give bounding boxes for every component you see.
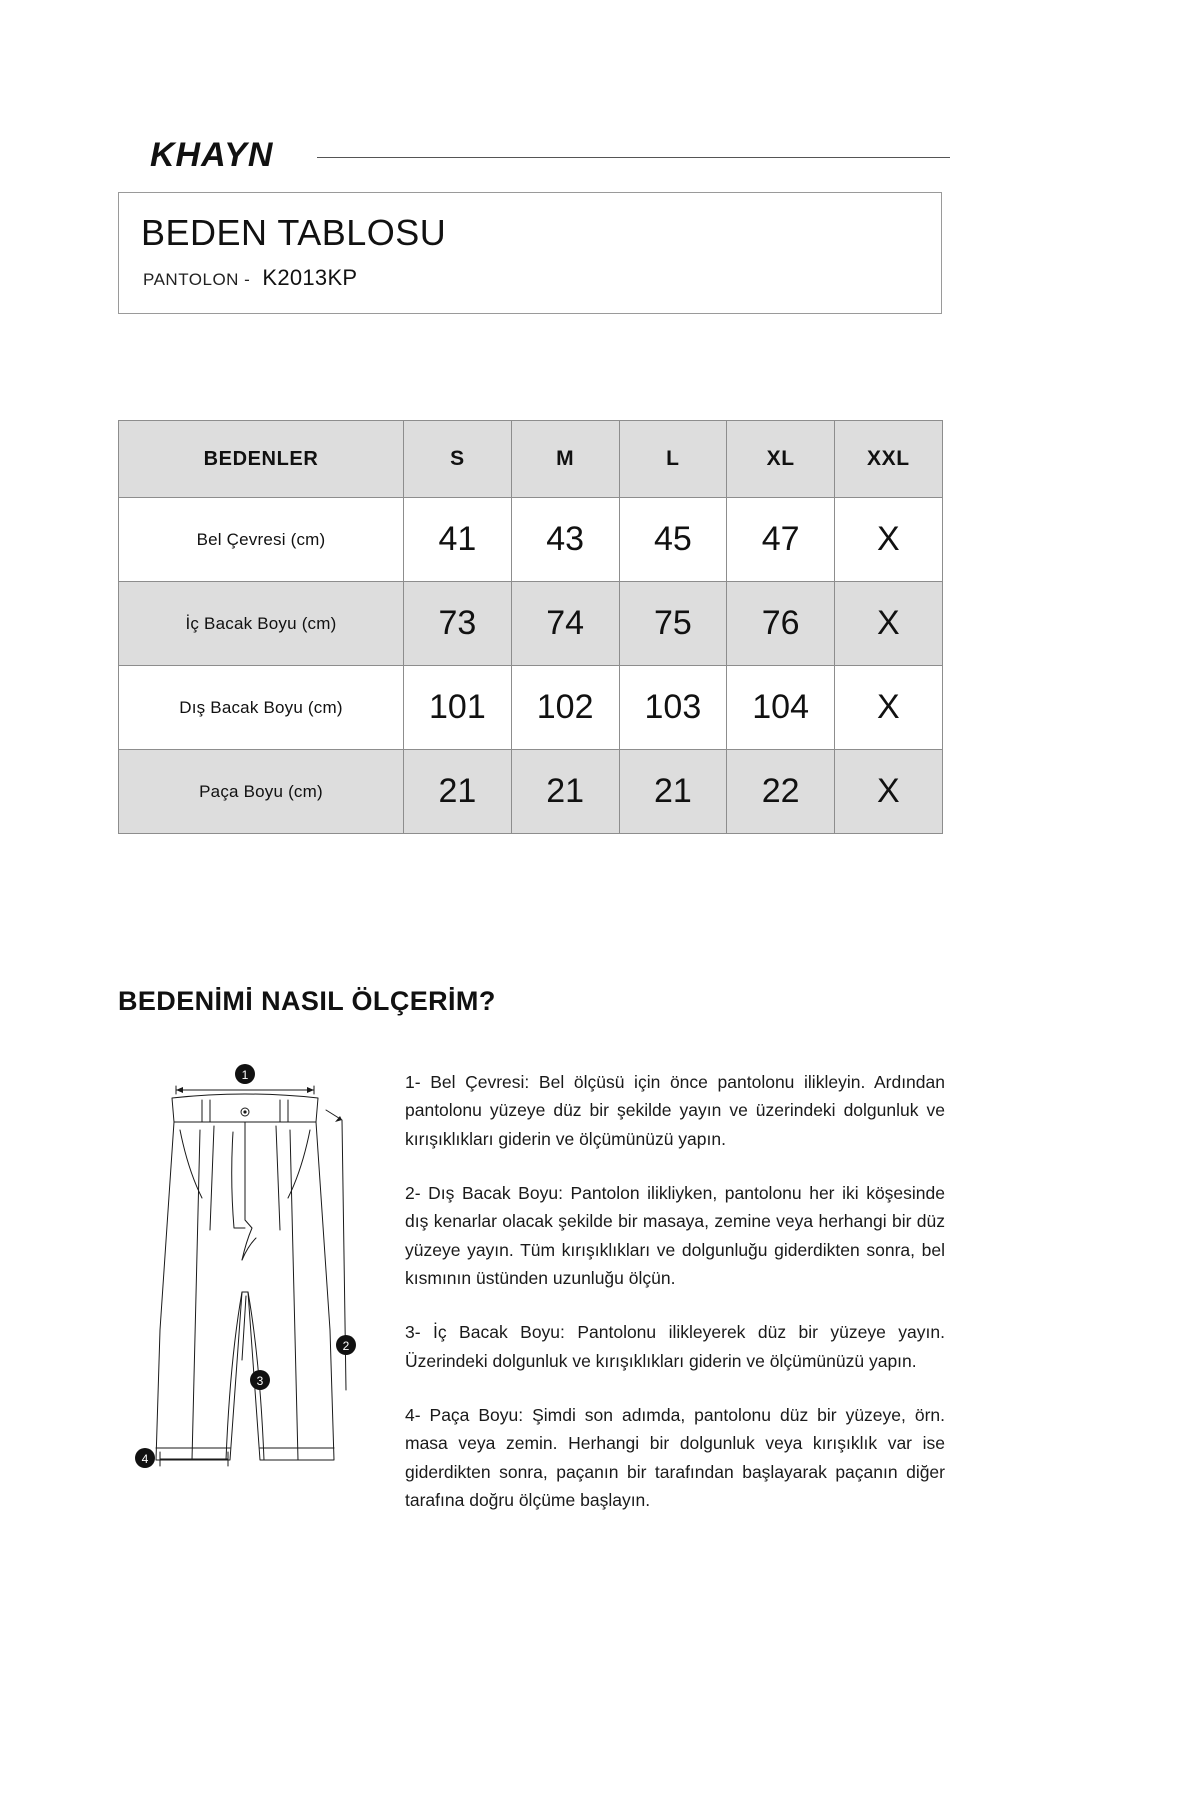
cell-ic-bacak-boyu-l: 75 (619, 582, 727, 666)
page-title: BEDEN TABLOSU (141, 212, 447, 253)
table-row (119, 666, 943, 750)
header-divider (317, 157, 950, 158)
size-table-head (119, 421, 943, 498)
diagram-marker-3 (250, 1370, 270, 1390)
cell-dis-bacak-boyu-xl: 104 (727, 666, 835, 750)
cell-ic-bacak-boyu-xxl: X (835, 582, 943, 666)
svg-text:4: 4 (141, 1452, 149, 1466)
cell-bel-cevresi-xl: 47 (727, 498, 835, 582)
cell-dis-bacak-boyu-s: 101 (404, 666, 512, 750)
svg-text:1: 1 (241, 1068, 249, 1082)
cell-dis-bacak-boyu-m: 102 (511, 666, 619, 750)
instruction-step-2: 2- Dış Bacak Boyu: Pantolon ilikliyken, pantolonu her iki köşesinde dış kenarlar olacak şekilde bir masaya, zemine veya herhangi bir düz yüzeye yayın. Tüm kırışıklıkları ve dolgunluğu giderdikten sonra, bel kısmının üstünden uzunluğu ölçün. (405, 1183, 945, 1289)
size-table-body (119, 498, 943, 834)
cell-paca-boyu-m: 21 (511, 750, 619, 834)
brand-logo: KHAYN (150, 135, 274, 174)
product-category-label: PANTOLON - (143, 270, 251, 289)
diagram-marker-4 (135, 1448, 155, 1468)
header-cell-xl: XL (727, 421, 835, 498)
header-cell-bedenler: BEDENLER (119, 421, 404, 498)
header-cell-l: L (619, 421, 727, 498)
table-row (119, 582, 943, 666)
cell-bel-cevresi-l: 45 (619, 498, 727, 582)
header-cell-m: M (511, 421, 619, 498)
cell-bel-cevresi-s: 41 (404, 498, 512, 582)
cell-ic-bacak-boyu-xl: 76 (727, 582, 835, 666)
cell-bel-cevresi-xxl: X (835, 498, 943, 582)
table-header-row (119, 421, 943, 498)
row-label-paca-boyu: Paça Boyu (cm) (119, 750, 404, 834)
cell-dis-bacak-boyu-l: 103 (619, 666, 727, 750)
row-label-ic-bacak-boyu: İç Bacak Boyu (cm) (119, 582, 404, 666)
header-cell-xxl: XXL (835, 421, 943, 498)
pants-illustration-svg (130, 1060, 360, 1490)
size-table (118, 420, 943, 834)
table-row (119, 750, 943, 834)
diagram-marker-2 (336, 1335, 356, 1355)
cell-bel-cevresi-m: 43 (511, 498, 619, 582)
how-to-measure-heading: BEDENİMİ NASIL ÖLÇERİM? (118, 986, 496, 1016)
pants-diagram (130, 1060, 360, 1490)
title-box (118, 192, 942, 314)
svg-text:2: 2 (342, 1339, 350, 1353)
product-code: K2013KP (262, 265, 358, 290)
cell-paca-boyu-s: 21 (404, 750, 512, 834)
row-label-dis-bacak-boyu: Dış Bacak Boyu (cm) (119, 666, 404, 750)
instruction-step-3: 3- İç Bacak Boyu: Pantolonu ilikleyerek düz bir yüzeye yayın. Üzerindeki dolgunluk ve kırışıklıkları giderin ve ölçümünüzü yapın. (405, 1322, 945, 1371)
diagram-marker-1 (235, 1064, 255, 1084)
cell-ic-bacak-boyu-m: 74 (511, 582, 619, 666)
brand-header (150, 128, 950, 182)
cell-paca-boyu-xl: 22 (727, 750, 835, 834)
cell-paca-boyu-l: 21 (619, 750, 727, 834)
header-cell-s: S (404, 421, 512, 498)
product-subtitle (143, 265, 357, 291)
cell-paca-boyu-xxl: X (835, 750, 943, 834)
cell-ic-bacak-boyu-s: 73 (404, 582, 512, 666)
row-label-bel-cevresi: Bel Çevresi (cm) (119, 498, 404, 582)
cell-dis-bacak-boyu-xxl: X (835, 666, 943, 750)
table-row (119, 498, 943, 582)
instruction-step-1: 1- Bel Çevresi: Bel ölçüsü için önce pantolonu ilikleyin. Ardından pantolonu yüzeye düz bir şekilde yayın ve üzerindeki dolgunluk ve kırışıklıkları giderin ve ölçümünüzü yapın. (405, 1072, 945, 1149)
measurement-instructions (405, 1068, 945, 1514)
instruction-step-4: 4- Paça Boyu: Şimdi son adımda, pantolonu düz bir yüzeye, örn. masa veya zemin. Herhangi bir dolgunluk veya kırışıklık var ise giderdikten sonra, paçanın bir tarafından başlayarak paçanın diğer tarafına doğru ölçüme başlayın. (405, 1405, 945, 1511)
svg-text:3: 3 (256, 1374, 264, 1388)
